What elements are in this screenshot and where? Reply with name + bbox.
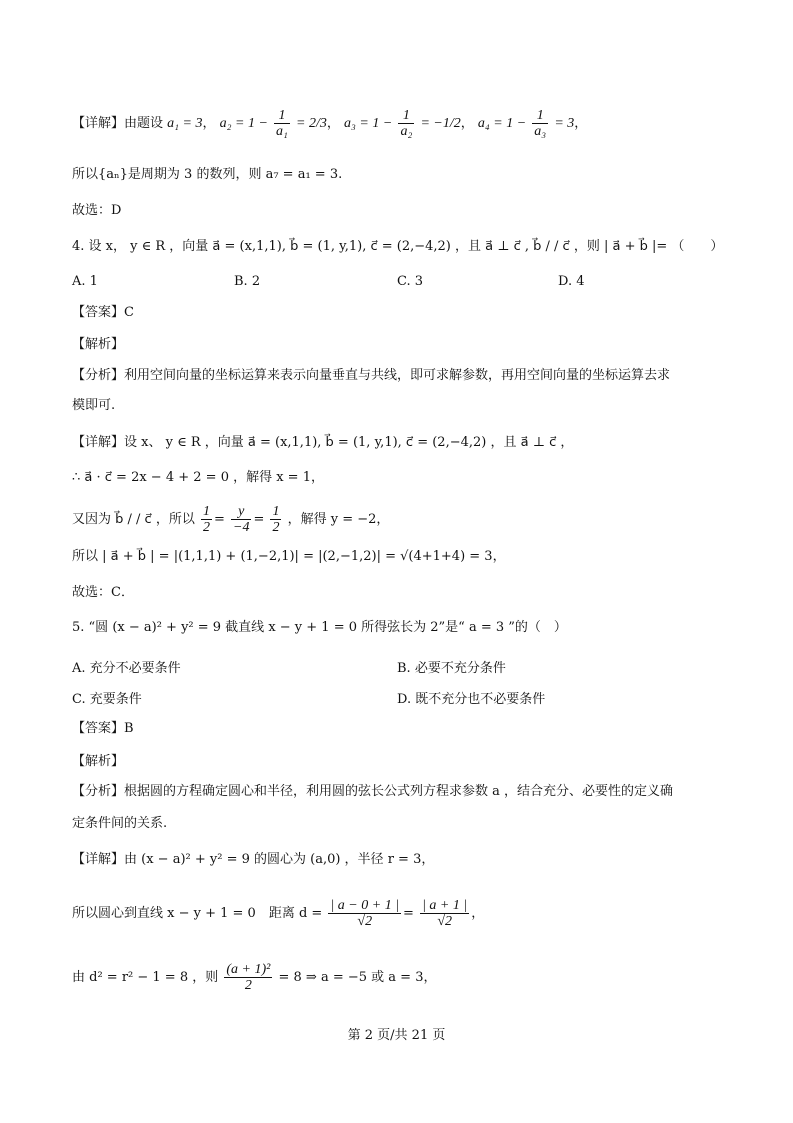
- q4-detail-4: 所以 | a⃗ + b⃗ | = |(1,1,1) + (1,−2,1)| = |(2,−1,2)| = √(4+1+4) = 3，: [72, 549, 506, 564]
- q4-analysis-label: 【解析】: [72, 337, 125, 352]
- q4-option-a: A. 1: [72, 274, 98, 289]
- a3-lhs: a₃ = 1 −: [344, 116, 393, 131]
- q5-detail-2: 所以圆心到直线 x − y + 1 = 0 距离 d = $\frac{| a - 0 + 1 |}{√2}$ = $\frac{| a + 1 |}{√2}$ ，: [72, 898, 485, 929]
- q4-detail-1: 【详解】设 x、 y ∈ R ，向量 a⃗ = (x,1,1), b⃗ = (1, y,1), c⃗ = (2,−4,2) ，且 a⃗ ⊥ c⃗ ，: [72, 435, 574, 450]
- frac-1-over-a3: $\frac{1}{\text{a₃}}$: [534, 108, 547, 139]
- q4-answer: 【答案】C: [72, 305, 134, 320]
- detail-3-pre: 又因为 b⃗ / / c⃗ ，所以: [72, 512, 195, 527]
- detail-3-post: = 8 ⇒ a = −5 或 a = 3，: [278, 970, 437, 985]
- q4-detail-2: ∴ a⃗ · c⃗ = 2x − 4 + 2 = 0 ，解得 x = 1，: [72, 470, 324, 485]
- a2-lhs: a₂ = 1 −: [219, 116, 268, 131]
- q4-detail-5: 故选：C．: [72, 585, 134, 600]
- q4-stem: 4. 设 x， y ∈ R ，向量 a⃗ = (x,1,1), b⃗ = (1, y,1), c⃗ = (2,−4,2) ，且 a⃗ ⊥ c⃗ , b⃗ / / c⃗ ，则 | a⃗ + b⃗ |= （ ）: [72, 239, 724, 254]
- q4-detail-3: 又因为 b⃗ / / c⃗ ，所以 $\frac{1}{2}$ = $\frac{y}{-4}$ = $\frac{1}{2}$ ，解得 y = −2，: [72, 504, 390, 535]
- detail-label: 【详解】由题设: [72, 116, 164, 131]
- q5-option-b: B. 必要不充分条件: [397, 661, 506, 676]
- detail-3-pre: 由 d² = r² − 1 = 8 ，则: [72, 970, 219, 985]
- detail-3-post: ，解得 y = −2，: [287, 512, 390, 527]
- q3-detail-line: 【详解】由题设 a₁ = 3， a₂ = 1 − $\frac{1}{\text{a₁}}$ = 2/3， a₃ = 1 − $\frac{1}{\text{a₂}}$ = −1/2， a₄ = 1 − $\frac{1}{\text{a₃}}$ = 3，: [72, 108, 588, 139]
- a4-rhs: = 3: [554, 116, 575, 131]
- q5-detail-3: [72, 962, 436, 993]
- q4-analysis-1: 【分析】利用空间向量的坐标运算来表示向量垂直与共线，即可求解参数，再用空间向量的坐标运算去求: [72, 368, 671, 383]
- q5-analysis-2: 定条件间的关系.: [72, 816, 168, 831]
- q5-detail-1: 【详解】由 (x − a)² + y² = 9 的圆心为 (a,0) ，半径 r = 3，: [72, 852, 435, 867]
- q3-period-line: 所以{aₙ}是周期为 3 的数列，则 a₇ = a₁ = 3.: [72, 167, 343, 182]
- q5-option-d: D. 既不充分也不必要条件: [397, 692, 546, 707]
- frac-distance-2: $\frac{| a + 1 |}{√2}$: [422, 898, 468, 929]
- page-footer: 第 2 页/共 21 页: [347, 1028, 446, 1043]
- frac-1-over-a2: $\frac{1}{\text{a₂}}$: [400, 108, 413, 139]
- q5-analysis-label: 【解析】: [72, 754, 125, 769]
- a3-rhs: = −1/2: [420, 116, 461, 131]
- q5-stem: 5. “圆 (x − a)² + y² = 9 截直线 x − y + 1 = 0 所得弦长为 2”是“ a = 3 ”的（ ）: [72, 620, 567, 635]
- q5-answer: 【答案】B: [72, 721, 134, 736]
- a1-eq: a₁ = 3: [167, 116, 203, 131]
- q5-analysis-1: 【分析】根据圆的方程确定圆心和半径，利用圆的弦长公式列方程求参数 a ，结合充分、必要性的定义确: [72, 784, 674, 799]
- frac-y-neg4: $\frac{y}{-4}$: [233, 504, 250, 535]
- a4-lhs: a₄ = 1 −: [477, 116, 527, 131]
- a2-rhs: = 2/3: [296, 116, 327, 131]
- q4-option-d: D. 4: [558, 274, 585, 289]
- q4-analysis-2: 模即可.: [72, 398, 116, 413]
- q4-option-b: B. 2: [234, 274, 261, 289]
- frac-1-2: $\frac{1}{2}$: [202, 504, 210, 535]
- q3-answer: 故选：D: [72, 203, 122, 218]
- q5-option-a: A. 充分不必要条件: [72, 661, 181, 676]
- q4-option-c: C. 3: [397, 274, 424, 289]
- detail-2-pre: 所以圆心到直线 x − y + 1 = 0 距离 d =: [72, 906, 323, 921]
- q5-option-c: C. 充要条件: [72, 692, 142, 707]
- frac-1-2-b: $\frac{1}{2}$: [272, 504, 280, 535]
- frac-a-plus-1-sq: $\frac{\text{(a + 1)²}}{2}$: [226, 962, 271, 993]
- frac-1-over-a1: $\frac{1}{\text{a₁}}$: [276, 108, 288, 139]
- frac-distance-1: $\frac{| a - 0 + 1 |}{√2}$: [330, 898, 400, 929]
